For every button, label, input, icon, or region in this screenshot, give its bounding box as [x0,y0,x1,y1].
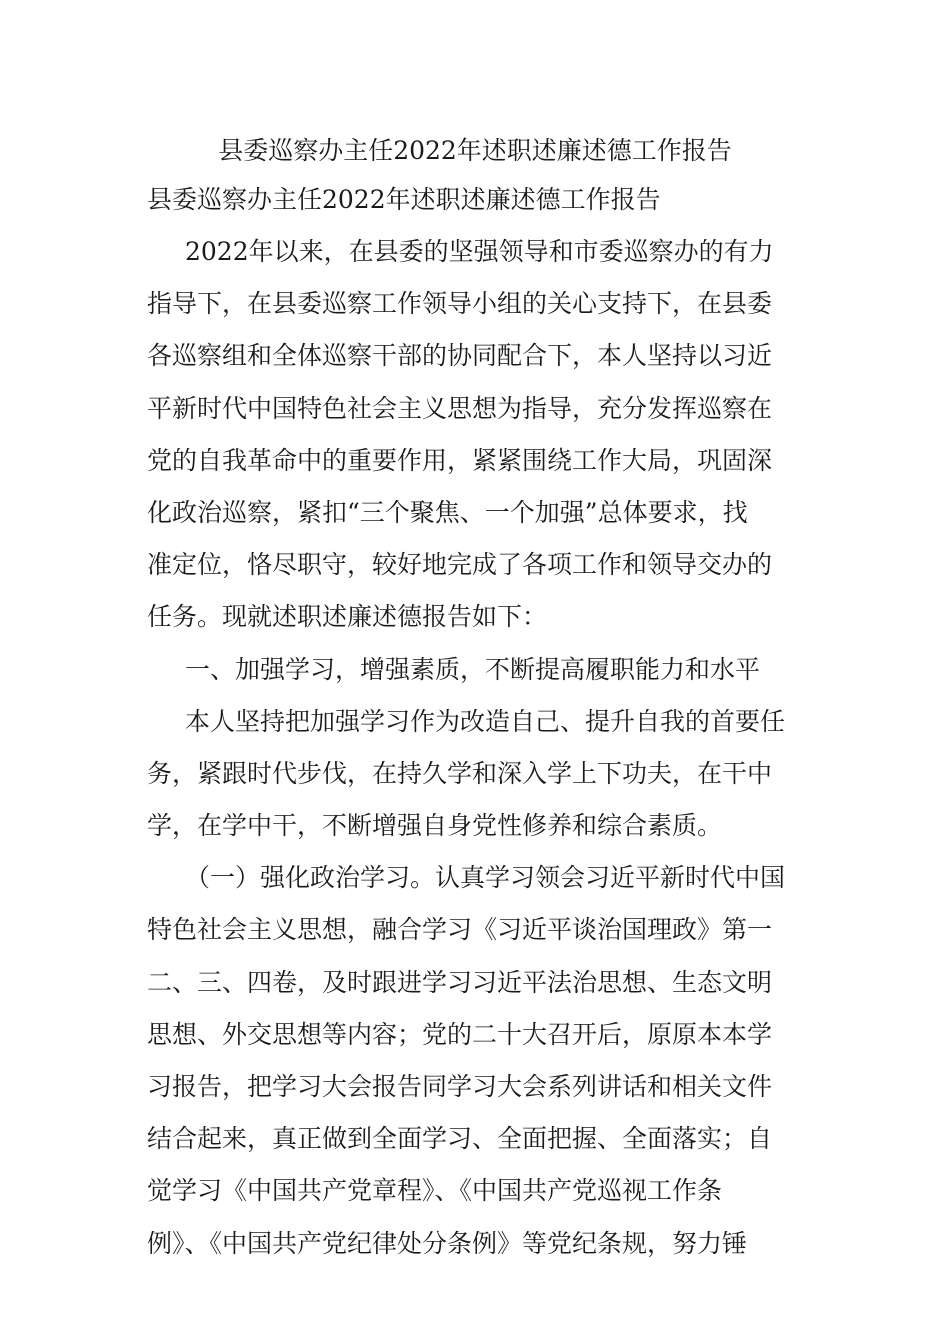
section-heading: 一、加强学习，增强素质，不断提高履职能力和水平 [185,654,761,684]
body-line: 化政治巡察，紧扣“三个聚焦、一个加强”总体要求，找 [147,497,748,527]
body-line: 结合起来，真正做到全面学习、全面把握、全面落实；自 [147,1124,773,1154]
body-line: 本人坚持把加强学习作为改造自己、提升自我的首要任 [185,706,786,736]
body-line: 例》、《中国共产党纪律处分条例》等党纪条规，努力锤 [147,1228,748,1258]
body-line: 学，在学中干，不断增强自身党性修养和综合素质。 [147,811,723,841]
document-body [147,226,807,1270]
subsection-line: （一）强化政治学习。认真学习领会习近平新时代中国 [185,863,786,893]
body-line: 各巡察组和全体巡察干部的协同配合下，本人坚持以习近 [147,341,773,371]
body-line: 二、三、四卷，及时跟进学习习近平法治思想、生态文明 [147,967,773,997]
body-line: 2022年以来，在县委的坚强领导和市委巡察办的有力 [185,237,774,266]
document-title-left: 县委巡察办主任2022年述职述廉述德工作报告 [147,185,661,214]
body-line: 任务。现就述职述廉述德报告如下： [147,602,548,632]
body-line: 觉学习《中国共产党章程》、《中国共产党巡视工作条 [147,1176,723,1206]
body-line: 准定位，恪尽职守，较好地完成了各项工作和领导交办的 [147,550,773,580]
body-line: 思想、外交思想等内容；党的二十大召开后，原原本本学 [147,1019,773,1049]
body-line: 习报告，把学习大会报告同学习大会系列讲话和相关文件 [147,1072,773,1101]
body-line: 平新时代中国特色社会主义思想为指导，充分发挥巡察在 [147,393,773,423]
body-line: 党的自我革命中的重要作用，紧紧围绕工作大局，巩固深 [147,445,773,475]
document-title-centered: 县委巡察办主任2022年述职述廉述德工作报告 [218,136,732,165]
body-line: 指导下，在县委巡察工作领导小组的关心支持下，在县委 [147,289,773,319]
body-line: 务，紧跟时代步伐，在持久学和深入学上下功夫，在干中 [147,758,773,788]
body-line: 特色社会主义思想，融合学习《习近平谈治国理政》第一 [147,915,773,945]
